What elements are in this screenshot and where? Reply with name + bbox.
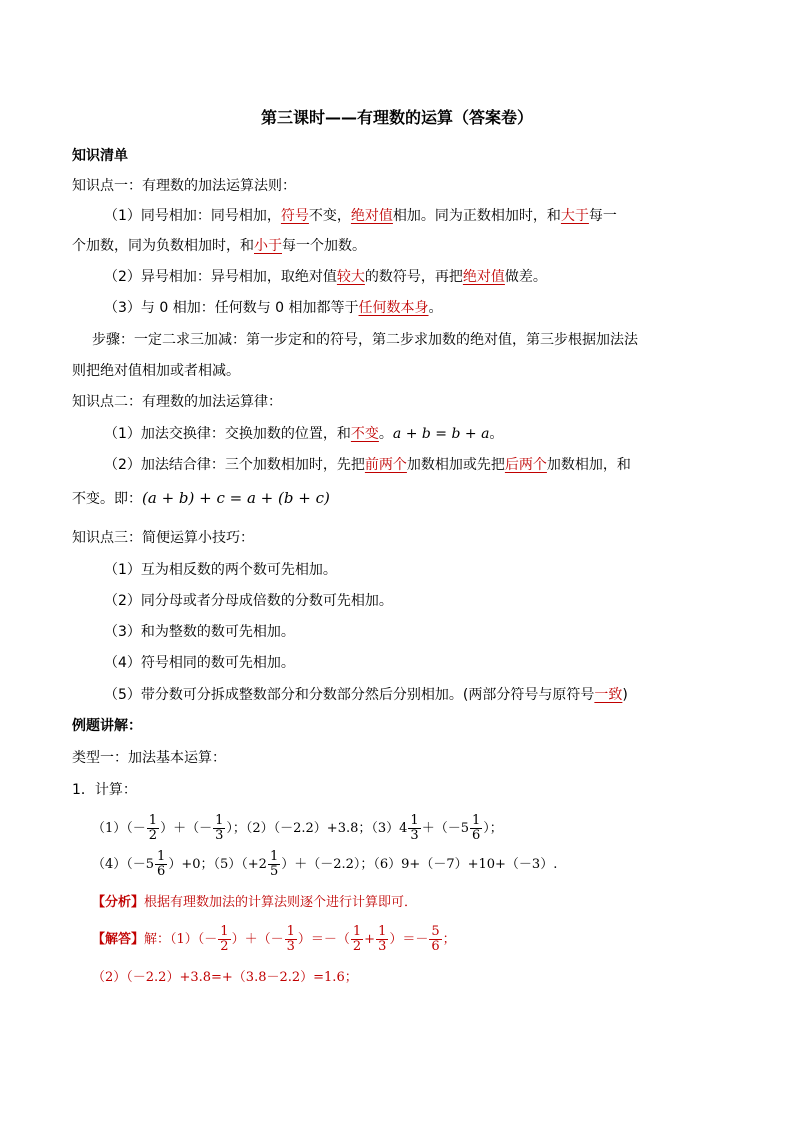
text: ）＝－（ [297,932,350,947]
text: （2）加法结合律：三个加数相加时，先把 [104,457,365,473]
analysis-line [92,893,722,913]
numerator: 1 [352,924,362,939]
k2-associative-cont [72,488,722,509]
analysis-text: 根据有理数加法的计算法则逐个进行计算即可． [144,895,418,910]
text: ）；（2）（－2.2）+3.8；（3）4 [226,821,408,836]
formula: a + b = b + a [392,426,490,442]
text: （1）同号相加：同号相加， [104,208,281,224]
k1-rule-2 [104,267,722,287]
analysis-tag: 【分析】 [92,895,145,910]
text: ）＋（－ [160,821,213,836]
answer-line-2: （2）（－2.2）+3.8=+（3.8－2.2）=1.6； [92,970,358,985]
answer-blank: 任何数本身 [358,300,429,316]
fraction [155,850,167,879]
answer-blank: 一致 [594,687,623,703]
text: 每一个加数。 [282,238,366,254]
answer-tag: 【解答】 [92,932,145,947]
fraction [147,814,159,843]
fraction [351,925,363,954]
text: ）＝－ [389,932,429,947]
text: （4）（－5 [92,857,155,872]
text: 个加数，同为负数相加时，和 [72,238,254,254]
text: 解：（1）（－ [144,932,218,947]
answer-blank: 后两个 [504,457,547,473]
text: 加数相加，和 [546,457,631,473]
knowledge-point-1-heading: 知识点一：有理数的加法运算法则： [72,178,296,194]
text: ）＋（－ [231,932,284,947]
fraction [213,814,225,843]
denominator: 3 [378,939,387,954]
text: （1）加法交换律：交换加数的位置，和 [104,426,351,442]
text: 不变， [308,208,351,224]
numerator: 1 [378,924,387,939]
text: ) [622,687,628,703]
text: ＋（－5 [421,821,469,836]
k3-item-5 [104,685,734,705]
page-title: 第三课时——有理数的运算（答案卷） [260,108,533,127]
answer-blank: 符号 [280,208,309,224]
denominator: 6 [157,864,166,879]
text: 。 [428,300,443,316]
answer-blank: 前两个 [364,457,407,473]
denominator: 2 [148,828,158,843]
k1-steps: 步骤：一定二求三加减：第一步定和的符号，第二步求加数的绝对值，第三步根据加法法 [92,332,638,348]
k3-item: （3）和为整数的数可先相加。 [104,624,295,640]
text: 。 [489,426,504,442]
numerator: 1 [215,813,224,828]
formula: (a + b) + c = a + (b + c) [142,489,330,507]
denominator: 3 [286,939,295,954]
text: ）+0；（5）（+2 [168,857,267,872]
question-1-label: 1．计算： [72,782,137,798]
text: 每一 [588,208,617,224]
fraction [285,925,297,954]
text: + [364,932,376,947]
numerator: 1 [148,813,158,828]
k1-steps-cont: 则把绝对值相加或者相减。 [72,363,240,379]
knowledge-point-2-heading: 知识点二：有理数的加法运算律： [72,394,282,410]
answer-blank: 大于 [560,208,589,224]
denominator: 5 [269,864,279,879]
answer-blank: 绝对值 [462,269,505,285]
text: 不变。即： [72,491,142,507]
type-1-heading: 类型一：加法基本运算： [72,750,226,766]
k3-item: （1）互为相反数的两个数可先相加。 [104,562,337,578]
numerator: 1 [157,849,166,864]
denominator: 2 [352,939,362,954]
numerator: 5 [431,924,440,939]
numerator: 1 [410,813,419,828]
fraction [218,925,230,954]
denominator: 6 [471,828,481,843]
answer-line-1 [92,923,722,957]
k1-rule-1-cont [72,236,722,256]
text: ）＋（－2.2）；（6）9+（－7）+10+（－3）. [281,857,558,872]
text: （2）异号相加：异号相加，取绝对值 [104,269,337,285]
text: 的数符号，再把 [364,269,463,285]
denominator: 2 [220,939,229,954]
denominator: 3 [215,828,224,843]
fraction [408,814,420,843]
answer-blank: 小于 [254,238,282,254]
numerator: 1 [286,924,295,939]
numerator: 1 [471,813,481,828]
text: ）； [483,821,503,836]
question-1-line-1 [92,813,722,845]
text: （1）（－ [92,821,146,836]
k3-item: （4）符号相同的数可先相加。 [104,655,295,671]
text: （5）带分数可分拆成整数部分和分数部分然后分别相加。(两部分符号与原符号 [104,687,595,703]
answer-blank: 不变 [350,426,379,442]
numerator: 1 [269,849,279,864]
text: （3）与 0 相加：任何数与 0 相加都等于 [104,300,359,316]
section-heading-knowledge: 知识清单 [72,148,128,164]
fraction [470,814,482,843]
numerator: 1 [220,924,229,939]
text: ； [442,932,456,947]
text: 做差。 [504,269,547,285]
denominator: 6 [431,939,440,954]
text: 。 [378,426,393,442]
question-1-line-2 [92,849,722,881]
denominator: 3 [410,828,419,843]
fraction [429,925,441,954]
text: 加数相加或先把 [406,457,505,473]
k2-commutative [104,424,722,444]
k3-item: （2）同分母或者分母成倍数的分数可先相加。 [104,593,393,609]
knowledge-point-3-heading: 知识点三：简便运算小技巧： [72,530,254,546]
k1-rule-1 [104,206,722,226]
text: 相加。同为正数相加时，和 [392,208,561,224]
k1-rule-3 [104,298,722,318]
k2-associative [104,455,722,475]
fraction [376,925,388,954]
fraction [268,850,280,879]
section-heading-examples: 例题讲解： [72,718,142,734]
answer-blank: 较大 [336,269,365,285]
answer-blank: 绝对值 [350,208,393,224]
